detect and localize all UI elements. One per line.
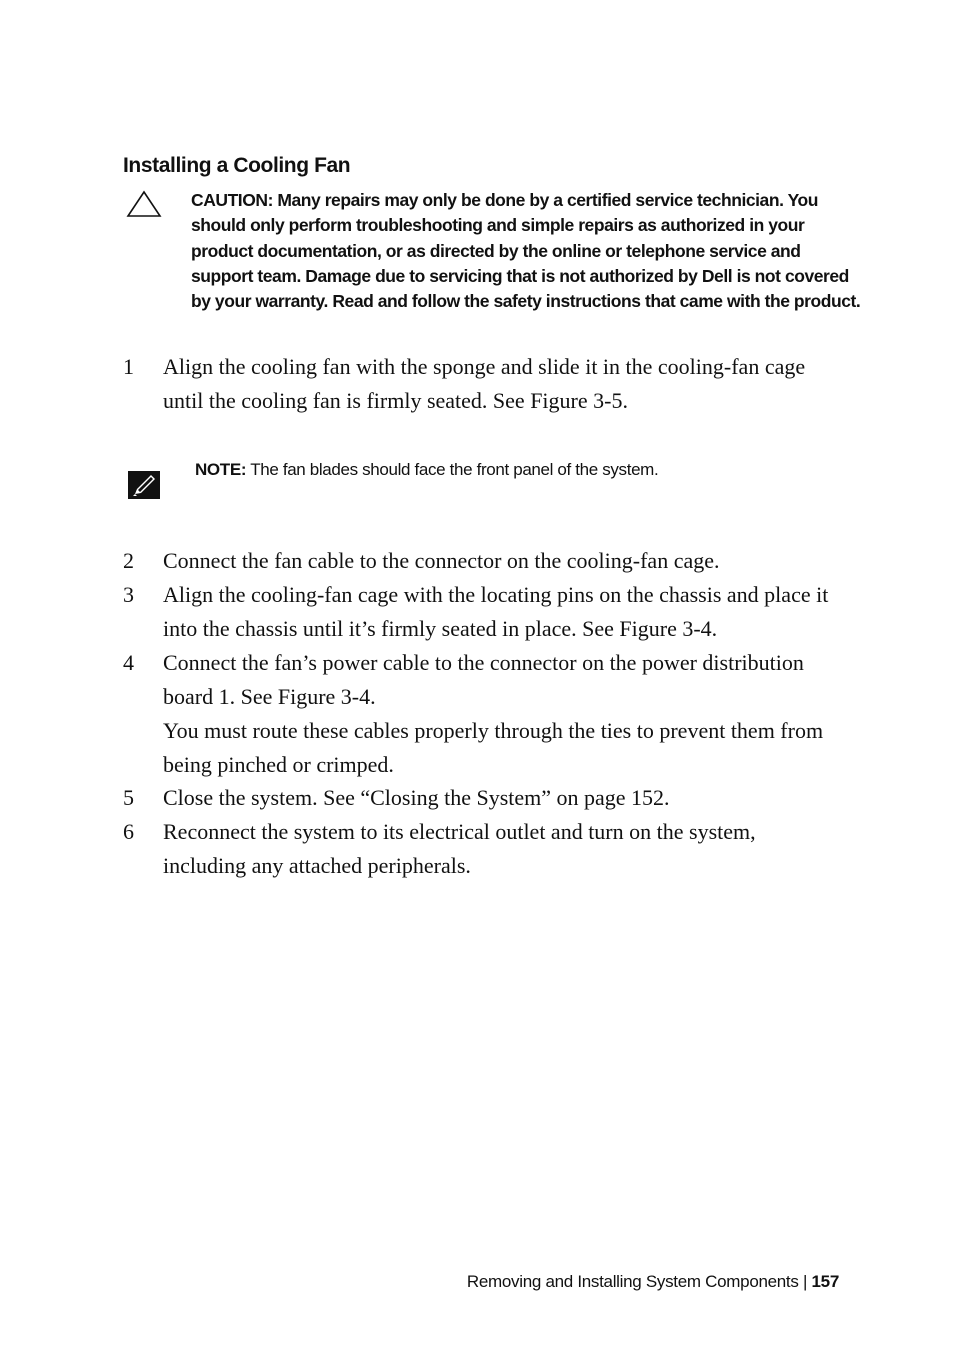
page-number: 157 — [811, 1272, 839, 1291]
note-pencil-icon — [127, 470, 161, 500]
step-text: Close the system. See “Closing the System” on page 152. — [163, 785, 670, 810]
footer-chapter: Removing and Installing System Components — [466, 1272, 799, 1291]
step-text: Connect the fan cable to the connector on the cooling-fan cage. — [163, 548, 720, 573]
step-number: 1 — [123, 354, 134, 379]
footer-separator: | — [798, 1272, 812, 1291]
step-number: 4 — [123, 650, 134, 675]
step-number: 2 — [123, 548, 134, 573]
note-label: NOTE: — [195, 460, 247, 479]
note-body: The fan blades should face the front panel of the system. — [246, 460, 659, 479]
step-number: 5 — [123, 785, 134, 810]
note-text — [195, 458, 658, 482]
page-footer — [467, 1272, 839, 1292]
caution-text: CAUTION: Many repairs may only be done by a certified service technician. You should only perform troubleshooting and simple repairs as authorized in your product documentation, or as directed by the online or telephone service and support team. Damage due to servicing that is not authorized by Dell is not covered by your warranty. Read and follow the safety instructions that came with the product. — [191, 190, 861, 312]
step-number: 6 — [123, 819, 134, 844]
step-text: Reconnect the system to its electrical outlet and turn on the system, including any attached peripherals. — [163, 819, 756, 878]
step-number: 3 — [123, 582, 134, 607]
step-text: Connect the fan’s power cable to the connector on the power distribution board 1. See Figure 3-4. — [163, 650, 804, 709]
caution-triangle-icon — [125, 190, 163, 218]
step-text: Align the cooling-fan cage with the locating pins on the chassis and place it into the chassis until it’s firmly seated in place. See Figure 3-4. — [163, 582, 829, 641]
step-4-extra-paragraph: You must route these cables properly through the ties to prevent them from being pinched or crimped. — [163, 718, 824, 777]
section-heading: Installing a Cooling Fan — [123, 154, 351, 177]
step-text: Align the cooling fan with the sponge and slide it in the cooling-fan cage until the cooling fan is firmly seated. See Figure 3-5. — [163, 354, 806, 413]
